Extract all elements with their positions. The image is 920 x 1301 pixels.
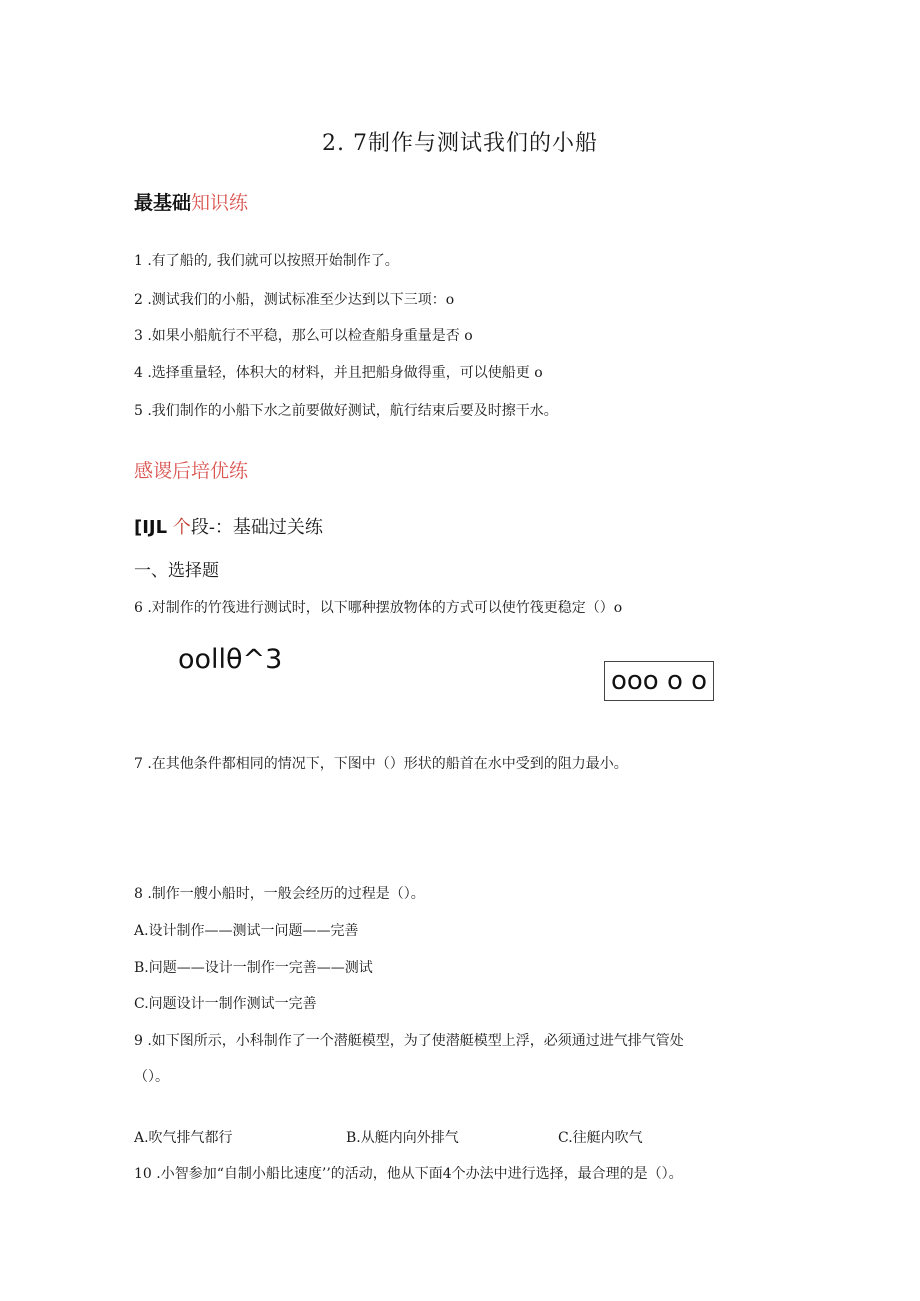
question-8: 8 .制作一艘小船时，一般会经历的过程是（）。 <box>134 886 425 902</box>
q9-option-c: C.往艇内吹气 <box>558 1130 643 1146</box>
q6-figure-text-box: ooo o o <box>604 661 714 701</box>
page-title: 2. 7制作与测试我们的小船 <box>322 131 598 156</box>
question-10: 10 .小智参加“自制小船比速度’’的活动，他从下面4个办法中进行选择，最合理的是（）。 <box>134 1166 683 1182</box>
question-6: 6 .对制作的竹筏进行测试时，以下哪种摆放物体的方式可以使竹筏更稳定（）o <box>134 600 623 616</box>
question-3: 3 .如果小船航行不平稳，那么可以检查船身重量是否 o <box>134 328 473 344</box>
q8-option-a: A.设计制作——测试一问题——完善 <box>134 923 359 939</box>
choice-heading: 一、选择题 <box>134 561 219 581</box>
stage-heading <box>134 513 323 539</box>
q8-option-b: B.问题——设计一制作一完善——测试 <box>134 960 373 976</box>
question-2: 2 .测试我们的小船，测试标准至少达到以下三项：o <box>134 292 455 308</box>
q9-option-b: B.从艇内向外排气 <box>346 1130 459 1146</box>
stage-heading-bracket: [IJL <box>134 517 168 538</box>
section-heading-basic-red: 知识练 <box>191 192 249 214</box>
section-heading-advanced: 感谡后培优练 <box>134 460 249 482</box>
stage-heading-rest: 段-：基础过关练 <box>190 517 323 538</box>
question-4: 4 .选择重量轻，体积大的材料，并且把船身做得重，可以使船更 o <box>134 365 543 381</box>
question-1: 1 .有了船的, 我们就可以按照开始制作了。 <box>134 253 399 269</box>
question-5: 5 .我们制作的小船下水之前要做好测试，航行结束后要及时擦干水。 <box>134 403 558 419</box>
question-9-line2: （）。 <box>134 1069 169 1085</box>
section-heading-basic <box>134 188 248 215</box>
q9-option-a: A.吹气排气都行 <box>134 1130 233 1146</box>
q8-option-c: C.问题设计一制作测试一完善 <box>134 996 317 1012</box>
q6-figure-text-left: oollθ^3 <box>178 644 283 675</box>
section-heading-basic-black: 最基础 <box>134 192 192 214</box>
question-7: 7 .在其他条件都相同的情况下，下图中（）形状的船首在水中受到的阻力最小。 <box>134 756 628 772</box>
question-9: 9 .如下图所示，小科制作了一个潜艇模型，为了使潜艇模型上浮，必须通过进气排气管处 <box>134 1033 684 1049</box>
stage-heading-red: 个 <box>172 517 191 538</box>
